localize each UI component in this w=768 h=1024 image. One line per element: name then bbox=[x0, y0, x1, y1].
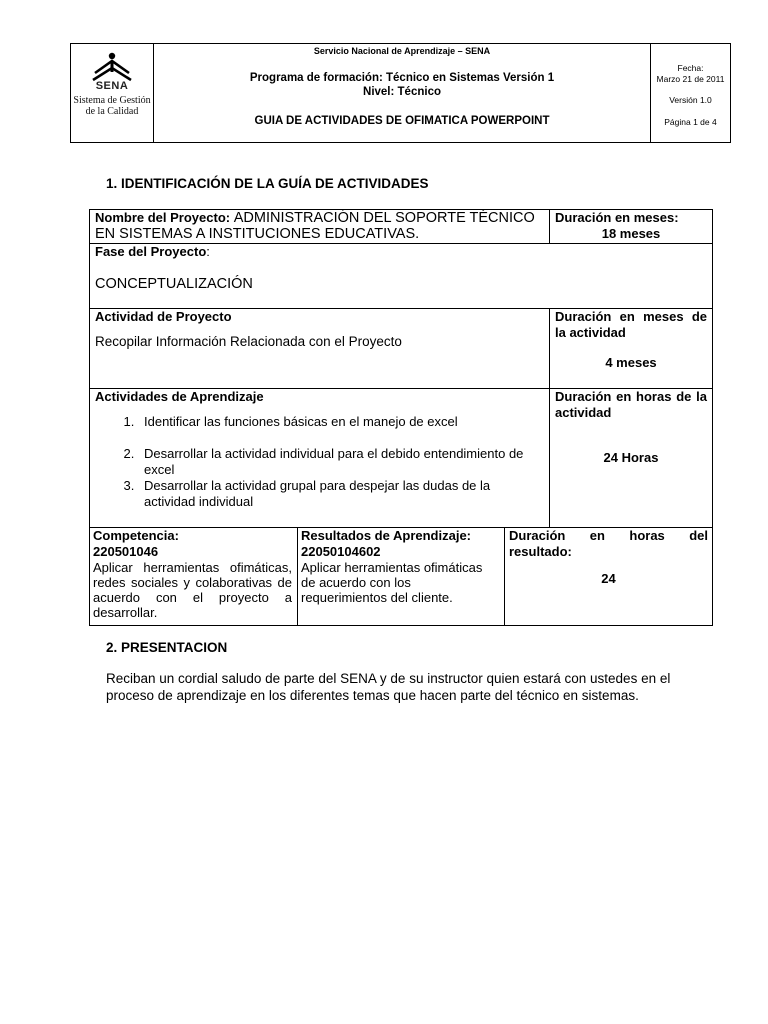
level-line: Nivel: Técnico bbox=[363, 86, 441, 98]
header-meta bbox=[651, 44, 730, 142]
results-text: Aplicar herramientas ofimáticas de acuerdo con los requerimientos del cliente. bbox=[301, 560, 483, 605]
institution-name: Servicio Nacional de Aprendizaje – SENA bbox=[313, 46, 491, 56]
competence-cell bbox=[89, 527, 298, 626]
project-name: ADMINISTRACIÓN DEL SOPORTE TÉCNICO EN SISTEMAS A INSTITUCIONES EDUCATIVAS. bbox=[95, 210, 535, 242]
activity-months-label: Duración en meses de la actividad bbox=[555, 309, 707, 340]
sena-logo bbox=[71, 44, 154, 142]
result-hours-label: Duración en horas del resultado: bbox=[509, 528, 708, 559]
activity-duration-cell bbox=[549, 308, 713, 389]
date-value: Marzo 21 de 2011 bbox=[656, 74, 725, 84]
page-number: Página 1 de 4 bbox=[664, 117, 717, 127]
date-label: Fecha: bbox=[677, 63, 704, 73]
results-cell bbox=[297, 527, 505, 626]
project-activity-cell bbox=[89, 308, 550, 389]
result-hours-cell bbox=[504, 527, 713, 626]
activity-value: Recopilar Información Relacionada con el Proyecto bbox=[95, 334, 402, 349]
months-label: Duración en meses: bbox=[555, 210, 679, 225]
logo-subtitle bbox=[73, 95, 150, 117]
identification-table bbox=[89, 209, 713, 626]
competence-label: Competencia: bbox=[93, 528, 179, 543]
program-line: Programa de formación: Técnico en Sistemas Versión 1 bbox=[249, 72, 555, 84]
activity-label: Actividad de Proyecto bbox=[95, 309, 232, 324]
sena-emblem-icon bbox=[89, 52, 135, 82]
activity-hours-cell bbox=[549, 388, 713, 528]
section-2-title: 2. PRESENTACION bbox=[106, 640, 228, 655]
learning-activities-cell bbox=[89, 388, 550, 528]
results-label: Resultados de Aprendizaje: bbox=[301, 528, 471, 543]
months-value: 18 meses bbox=[601, 226, 661, 241]
competence-text: Aplicar herramientas ofimáticas, redes sociales y colaborativas de acuerdo con el proyecto a desarrollar. bbox=[93, 560, 292, 620]
section-1-title: 1. IDENTIFICACIÓN DE LA GUÍA DE ACTIVIDADES bbox=[106, 176, 429, 191]
phase-label: Fase del Proyecto bbox=[95, 244, 207, 259]
project-label: Nombre del Proyecto: bbox=[95, 210, 231, 225]
hours-value: 24 Horas bbox=[603, 450, 659, 465]
phase-value: CONCEPTUALIZACIÓN bbox=[95, 276, 253, 292]
hours-label: Duración en horas de la actividad bbox=[555, 389, 707, 420]
learning-list bbox=[95, 414, 544, 510]
project-name-cell bbox=[89, 209, 550, 244]
learning-label: Actividades de Aprendizaje bbox=[95, 389, 264, 404]
version-label: Versión 1.0 bbox=[669, 95, 712, 105]
results-code: 22050104602 bbox=[301, 544, 381, 559]
logo-wordmark: SENA bbox=[95, 80, 129, 92]
competence-code: 220501046 bbox=[93, 544, 159, 559]
list-item: 1. Identificar las funciones básicas en el manejo de excel bbox=[138, 414, 544, 430]
guide-title: GUIA DE ACTIVIDADES DE OFIMATICA POWERPOINT bbox=[254, 115, 550, 127]
header-title-block bbox=[154, 44, 651, 142]
activity-months-value: 4 meses bbox=[605, 355, 657, 370]
list-item: 2. Desarrollar la actividad individual para el debido entendimiento de excel bbox=[138, 446, 544, 478]
phase-colon: : bbox=[206, 244, 210, 259]
project-duration-cell bbox=[549, 209, 713, 244]
result-hours-value: 24 bbox=[601, 571, 616, 586]
document-header bbox=[70, 43, 731, 143]
project-phase-cell bbox=[89, 243, 713, 309]
logo-subtitle-line2: de la Calidad bbox=[85, 106, 139, 117]
list-item: 3. Desarrollar la actividad grupal para despejar las dudas de la actividad individual bbox=[138, 478, 544, 510]
logo-subtitle-line1: Sistema de Gestión bbox=[73, 95, 151, 106]
presentation-paragraph: Reciban un cordial saludo de parte del SENA y de su instructor quien estará con ustedes en el proceso de aprendizaje en los diferentes temas que hacen parte del técnico en sistemas. bbox=[106, 671, 671, 703]
